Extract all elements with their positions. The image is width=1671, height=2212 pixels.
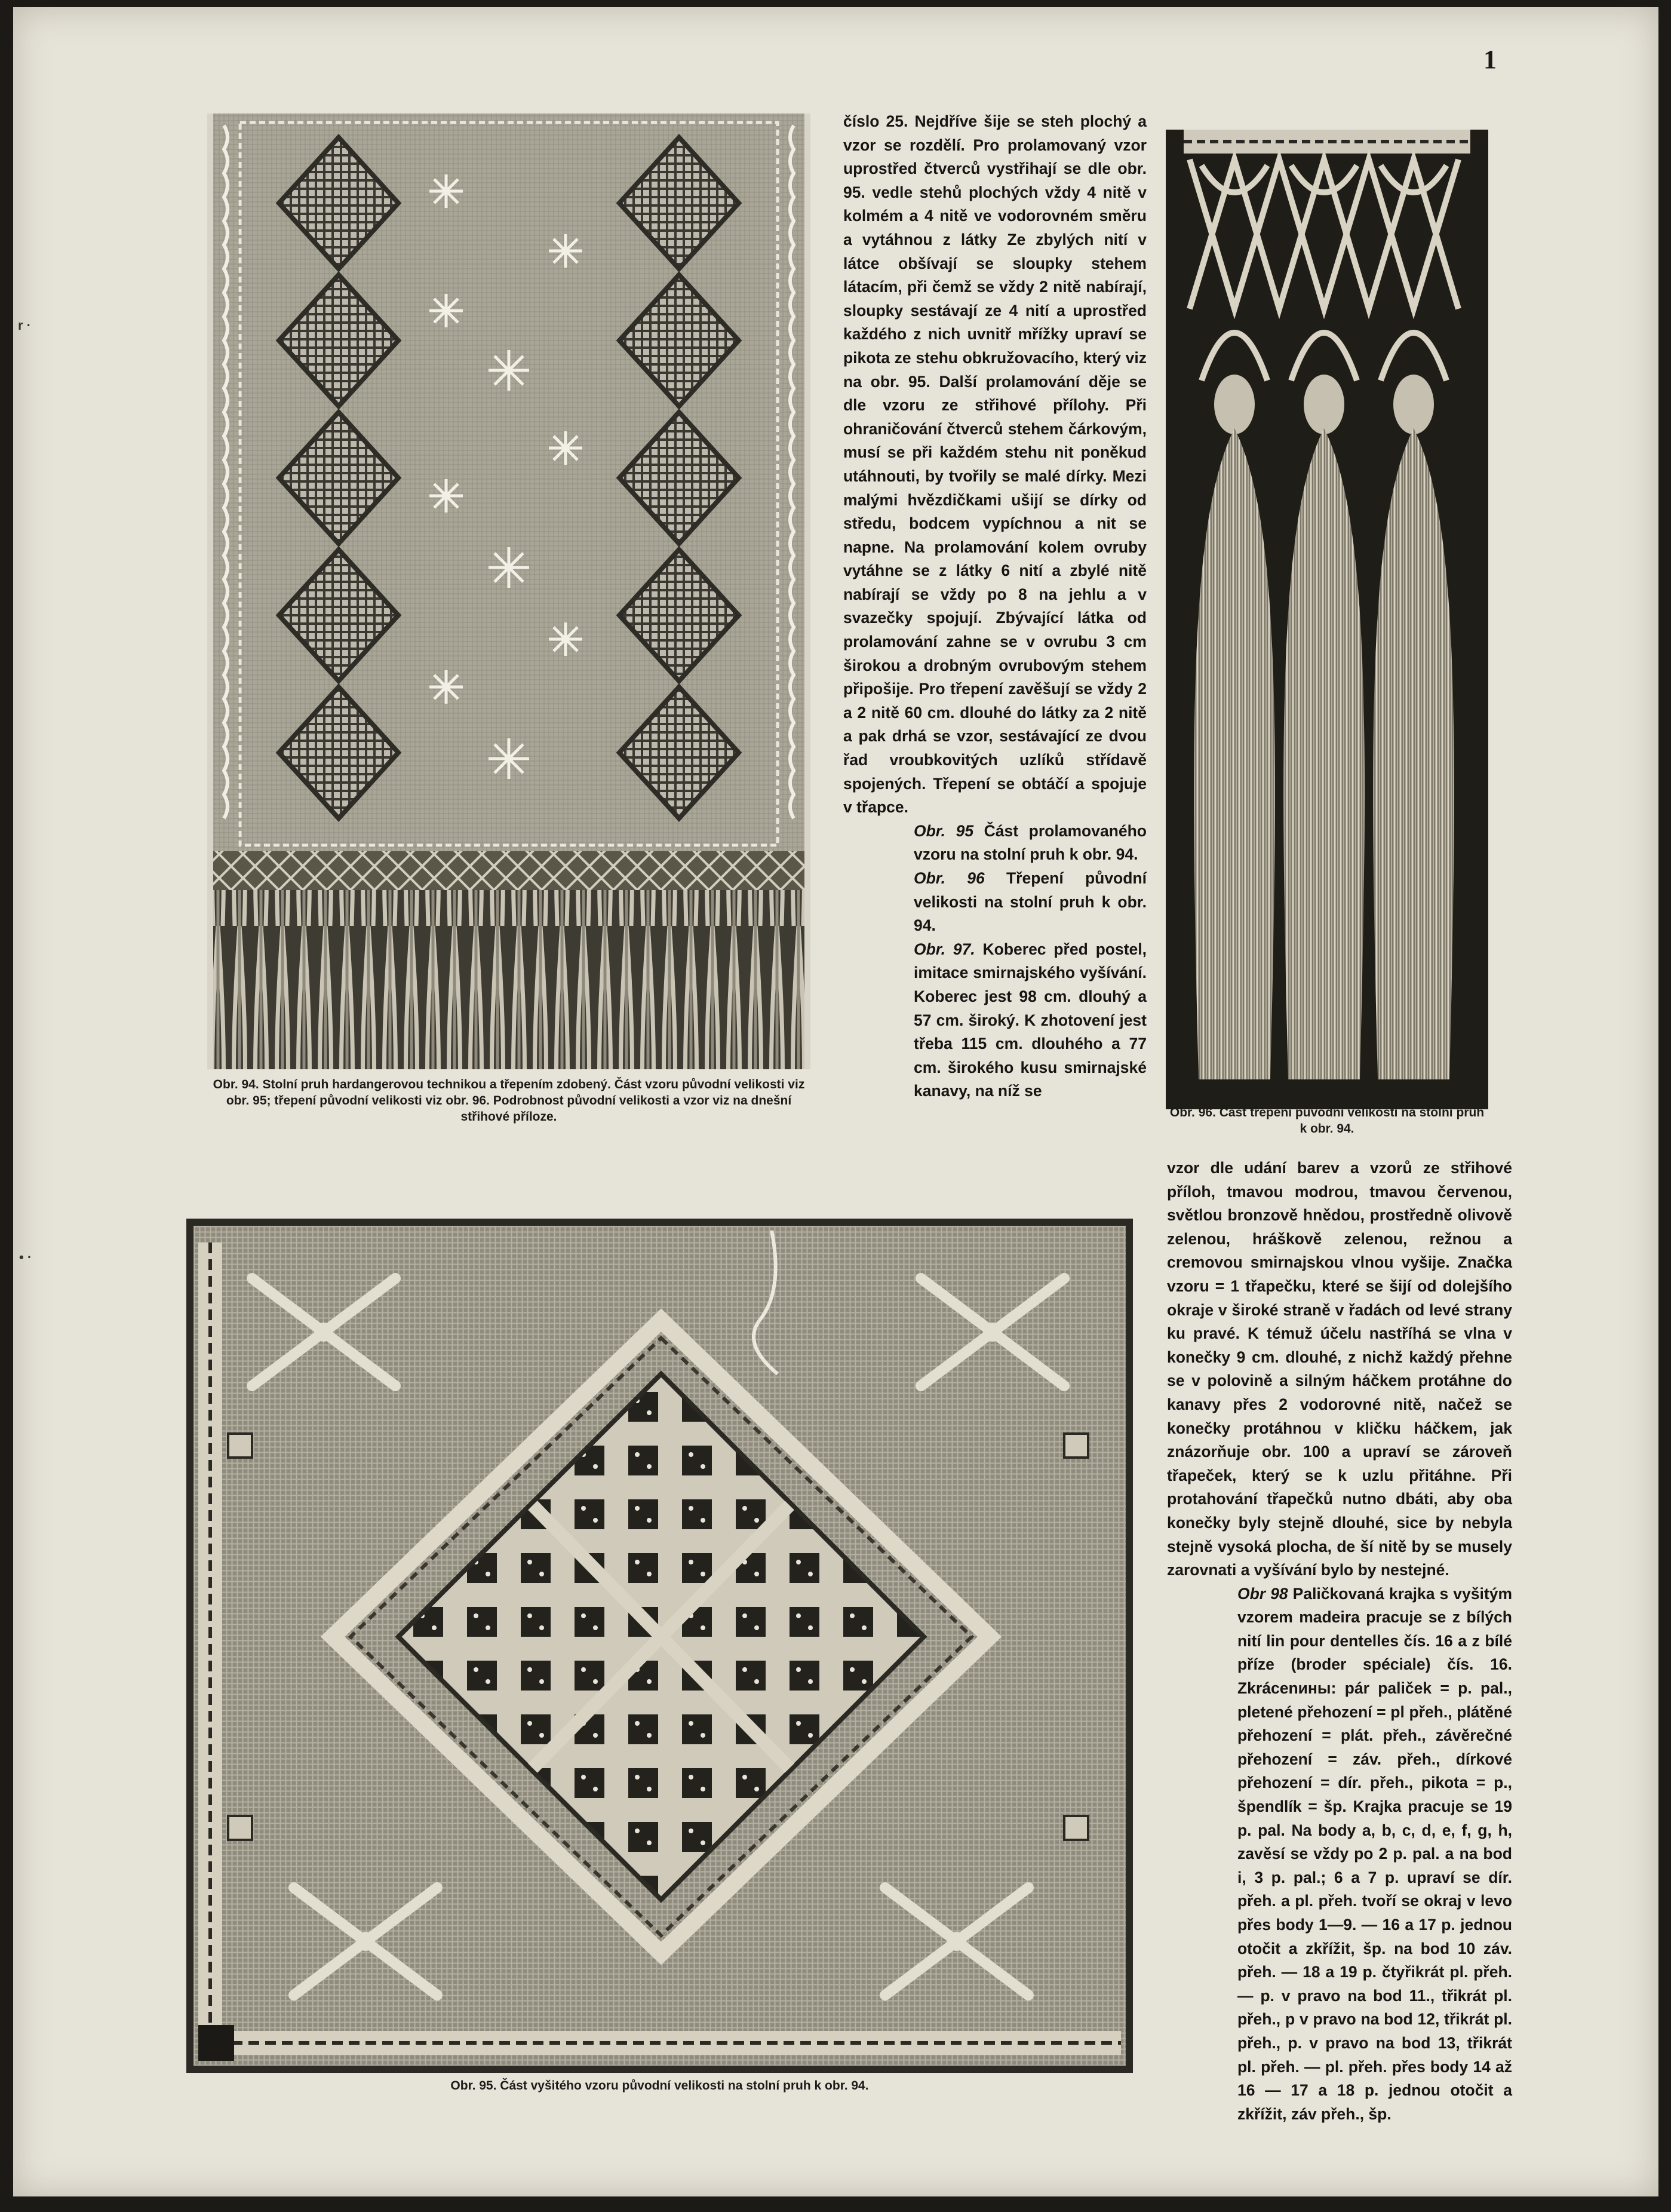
margin-mark: • ·: [19, 1250, 32, 1265]
paragraph-fig97: [843, 938, 1147, 1103]
paragraph-text: Koberec před postel, imitace smirnajského vyšívání. Koberec jest 98 cm. dlouhý a 57 cm. široký. K zhotovení jest třeba 115 cm. dlouhého a 77 cm. širokého kusu smirnajské kanavy, na níž se: [914, 940, 1147, 1100]
paragraph-fig98: [1167, 1582, 1512, 2127]
text-column-2: [1167, 1156, 1512, 2126]
paragraph-text: Třepení původní velikosti na stolní pruh k obr. 94.: [914, 869, 1147, 935]
figure-94-caption: Obr. 94. Stolní pruh hardangerovou technikou a třepením zdobený. Část vzoru původní velikosti viz obr. 95; třepení původní velikosti viz obr. 96. Podrobnost původní velikosti a vzor viz na dnešní střihové příloze.: [213, 1078, 805, 1124]
body-paragraph: číslo 25. Nejdříve šije se steh plochý a vzor se rozdělí. Pro prolamovaný vzor uprostřed čtverců vystřihají se dle obr. 95. vedle stehů plochých vždy 4 nitě v kolmém a 4 nitě ve vodorovném směru a vytáhnou z látky Ze zbylých nití v látce obšívají se sloupky stehem látacím, při čemž se vždy 2 nitě nabírají, sloupky sestávají ze 4 nití a uprostřed každého z nich uvnitř mřížky upraví se pikota ze stehu obkružovacího, který viz na obr. 95. Další prolamování děje se dle vzoru ze střihové přílohy. Při ohraničování čtverců stehem čárkovým, musí se při každém stehu nit poněkud utáhnouti, by tvořily se malé dírky. Mezi malými hvězdičkami ušijí se dírky od středu, bodcem vypíchnou a nit se napne. Na prolamování kolem ovruby vytáhne se z látky 6 nití a zbylé nitě nabírají se vždy po 8 na jehlu a v svazečky spojují. Zbývající látka od prolamování zahne se v ovrubu 3 cm širokou a drobným ovrubovým stehem připošije. Pro třepení zavěšují se vždy 2 a 2 nitě 60 cm. dlouhé do látky za 2 nitě a pak drhá se vzor, sestávající ze dvou řad vroubkovitých uzlíků střídavě spojených. Třepení se obtáčí a spojuje v třapce.: [843, 112, 1147, 817]
embroidery-detail-image: [186, 1219, 1133, 2073]
magazine-page: [13, 7, 1658, 2196]
paragraph-text: Paličkovaná krajka s vyšitým vzorem madeira pracuje se z bílých nití lin pour dentelles čís. 16 a z bílé příze (broder spéciale) čís. 16. Zkrácenины: pár paliček = p. pal., pletené přehození = pl přeh., plátěné přehození = plát. přeh., závěrečné přehození = záv. přeh., dírkové přehození = dír. přeh., pikota = p., špendlík = šp. Krajka pracuje se 19 p. pal. Na body a, b, c, d, e, f, g, h, zavěsí se vždy po 2 p. pal. a na bod i, 3 p. pal.; 6 a 7 p. upraví se dír. přeh. a pl. přeh. tvoří se okraj v levo přes body 1—9. — 16 a 17 p. jednou otočit a zkřížit, šp. na bod 10 záv. přeh. — 18 a 19 p. čtyřikrát pl. přeh. — p. v pravo na bod 11., třikrát pl. přeh., p v pravo na bod 12, třikrát pl. přeh., p. v pravo na bod 13, třikrát pl. přeh. — pl. přeh. přes body 14 až 16 — 17 a 18 p. jednou otočit a zkřížit, záv přeh., šp.: [1237, 1584, 1513, 2123]
figure-94: [207, 113, 810, 1124]
paragraph-fig95: [843, 820, 1147, 867]
paragraph-text: Část prolamovaného vzoru na stolní pruh k obr. 94.: [914, 821, 1147, 864]
fig-ref-label: Obr. 97.: [914, 940, 975, 958]
body-paragraph: vzor dle udání barev a vzorů ze střihové příloh, tmavou modrou, tmavou červenou, světlou bronzově hnědou, prostředně olivově zelenou, hráškově zelenou, režnou a cremovou smirnajskou vlnou vyšije. Značka vzoru = 1 třapečku, které se šijí od dolejšího okraje v široké straně v řadách od levé strany ku pravé. K témuž účelu nastříhá se vlna v konečky 9 cm. dlouhé, z nichž každý přehne se v polovině a silným háčkem protáhne do kanavy přes 2 vodorovné nitě, načež se konečky protáhnou v kličku háčkem, jak znázorňuje obr. 100 a upraví se zároveň třapeček, který se k uzlu přitáhne. Při protahování třapečků nutno dbáti, aby oba konečky byly stejně dlouhé, sice by nebyla stejně vysoká plocha, de ší nitě by se musely zarovnati a vyšívání bylo by nestejné.: [1167, 1159, 1512, 1579]
paragraph-fig96: [843, 867, 1147, 938]
page-number: 1: [1483, 45, 1497, 74]
text-column-1: [843, 110, 1147, 1103]
fig-ref-label: Obr 98: [1237, 1584, 1288, 1603]
figure-96-caption: Obr. 96. Část třepení původní velikosti na stolní pruh k obr. 94.: [1169, 1106, 1485, 1136]
fig-ref-label: Obr. 95: [914, 821, 974, 840]
figure-95-caption: Obr. 95. Část vyšitého vzoru původní velikosti na stolní pruh k obr. 94.: [450, 2079, 869, 2093]
margin-mark: r ·: [18, 318, 31, 333]
table-runner-image: [207, 113, 810, 1069]
figure-96: [1166, 130, 1488, 1136]
fringe-image: [1166, 130, 1488, 1109]
figure-95: [186, 1219, 1133, 2097]
fig-ref-label: Obr. 96: [914, 869, 985, 887]
